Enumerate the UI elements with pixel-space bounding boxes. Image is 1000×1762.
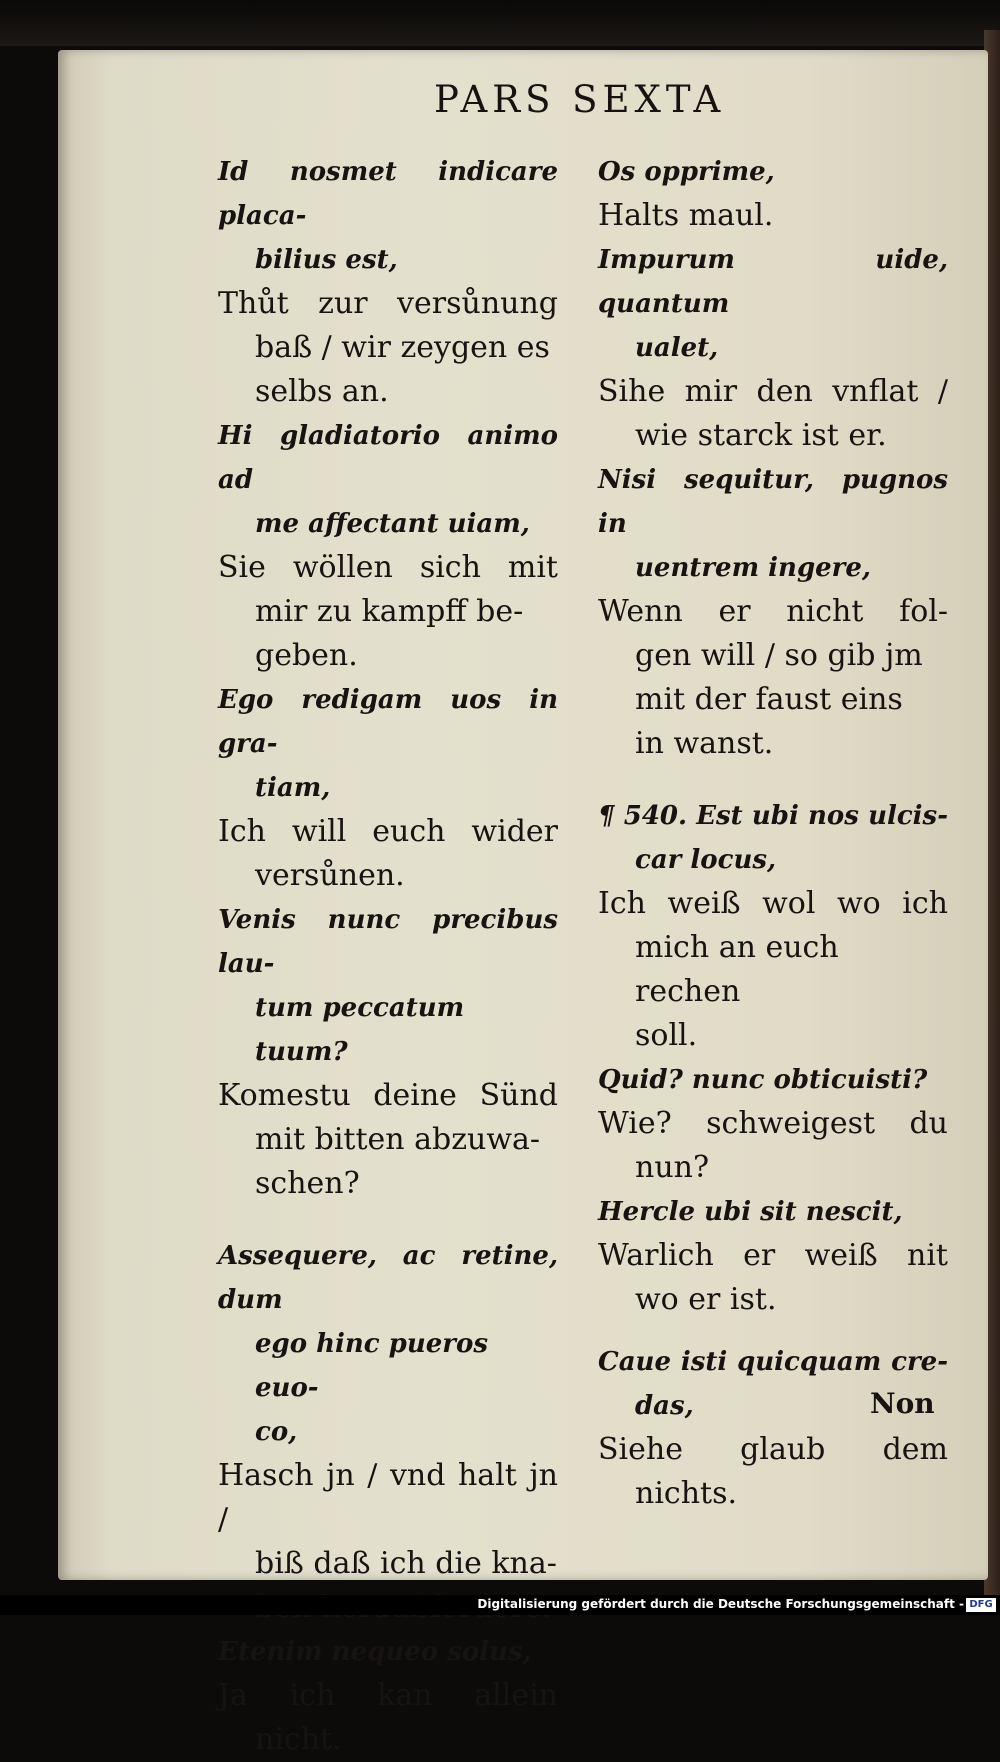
text-line: Ego redigam uos in gra- [218, 685, 558, 759]
latin-phrase [218, 898, 558, 1074]
text-line: gen will / so gib jm [635, 638, 923, 673]
text-line: Komestu deine Sünd [218, 1078, 558, 1113]
text-line: Nisi sequitur, pugnos in [598, 465, 948, 539]
latin-phrase [598, 1190, 948, 1234]
german-translation [218, 282, 558, 414]
german-translation [598, 590, 948, 766]
text-line: ¶ 540. Est ubi nos ulcis- [598, 801, 948, 831]
text-line: mich an euch rechen [635, 930, 839, 1009]
text-line: nicht. [255, 1722, 342, 1757]
spacer [218, 1206, 558, 1234]
german-translation [218, 1074, 558, 1206]
text-line: car locus, [635, 845, 777, 875]
german-translation [218, 546, 558, 678]
text-line: Assequere, ac retine, dum [218, 1241, 558, 1315]
text-line: soll. [635, 1018, 698, 1053]
text-line: uentrem ingere, [635, 553, 871, 583]
right-column [598, 150, 948, 1516]
text-line: Wie? schweigest du [598, 1106, 948, 1141]
latin-phrase [598, 794, 948, 882]
left-column [218, 150, 558, 1762]
latin-phrase [598, 238, 948, 370]
text-line: nun? [635, 1150, 710, 1185]
text-line: tum peccatum tuum? [255, 993, 465, 1067]
text-line: Etenim nequeo solus, [218, 1637, 532, 1667]
latin-phrase [598, 458, 948, 590]
spacer [598, 1322, 948, 1340]
text-line: Hi gladiatorio animo ad [218, 421, 558, 495]
text-line: Wenn er nicht fol- [598, 594, 948, 629]
text-line: Sie wöllen sich mit [218, 550, 558, 585]
latin-phrase [598, 1058, 948, 1102]
text-line: Ja ich kan allein [218, 1678, 558, 1713]
scan-top-border [0, 0, 1000, 46]
german-translation [598, 1102, 948, 1190]
german-translation [598, 370, 948, 458]
text-line: tiam, [255, 773, 331, 803]
german-translation [598, 1234, 948, 1322]
text-line: Warlich er weiß nit [598, 1238, 948, 1273]
text-line: Quid? nunc obticuisti? [598, 1065, 928, 1095]
spacer [598, 766, 948, 794]
text-line: biß daß ich die kna- [255, 1546, 557, 1581]
text-line: das, [635, 1391, 694, 1421]
footer-credit: Digitalisierung gefördert durch die Deutsche Forschungsgemeinschaft - [477, 1597, 964, 1611]
text-line: Id nosmet indicare placa- [218, 157, 558, 231]
text-line: ualet, [635, 333, 719, 363]
latin-phrase [218, 150, 558, 282]
text-line: Halts maul. [598, 198, 774, 233]
german-translation [598, 194, 948, 238]
text-line: baß / wir zeygen es [255, 330, 550, 365]
text-line: schen? [255, 1166, 360, 1201]
text-line: mir zu kampff be- [255, 594, 524, 629]
text-line: mit der faust eins [635, 682, 903, 717]
text-line: Ich will euch wider [218, 814, 558, 849]
text-line: wie starck ist er. [635, 418, 887, 453]
text-line: Hercle ubi sit nescit, [598, 1197, 903, 1227]
text-line: selbs an. [255, 374, 389, 409]
latin-phrase [218, 1630, 558, 1674]
text-line: Venis nunc precibus lau- [218, 905, 558, 979]
running-head: PARS SEXTA [434, 78, 726, 121]
dfg-logo: DFG [966, 1598, 996, 1612]
text-line: versůnen. [255, 858, 405, 893]
latin-phrase [218, 1234, 558, 1454]
text-line: Siehe glaub dem [598, 1432, 948, 1467]
latin-phrase [598, 150, 948, 194]
text-line: Ich weiß wol wo ich [598, 886, 948, 921]
catchword: Non [870, 1387, 935, 1420]
text-line: Hasch jn / vnd halt jn / [218, 1458, 558, 1537]
text-line: ego hinc pueros euo- [255, 1329, 488, 1403]
text-line: geben. [255, 638, 358, 673]
text-line: co, [255, 1417, 298, 1447]
text-line: Thůt zur versůnung [218, 286, 558, 321]
latin-phrase [218, 678, 558, 810]
text-line: Os opprime, [598, 157, 775, 187]
text-line: Impurum uide, quantum [598, 245, 948, 319]
text-line: mit bitten abzuwa- [255, 1122, 541, 1157]
text-line: wo er ist. [635, 1282, 777, 1317]
german-translation [598, 882, 948, 1058]
text-line: bilius est, [255, 245, 398, 275]
text-line: nichts. [635, 1476, 738, 1511]
german-translation [218, 810, 558, 898]
text-line: in wanst. [635, 726, 774, 761]
text-line: Caue isti quicquam cre- [598, 1347, 948, 1377]
german-translation [218, 1674, 558, 1762]
german-translation [598, 1428, 948, 1516]
text-line: Sihe mir den vnflat / [598, 374, 948, 409]
latin-phrase [218, 414, 558, 546]
text-line: me affectant uiam, [255, 509, 530, 539]
